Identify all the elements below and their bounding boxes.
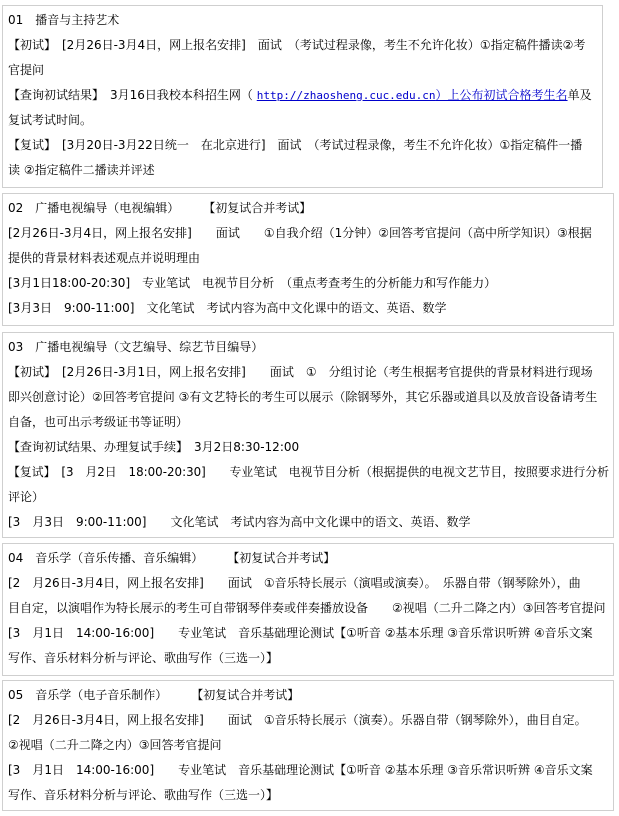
section-03-line-4: 自备，也可出示考级证书等证明） [8,415,189,429]
section-02-line-3: 提供的背景材料表述观点并说明理由 [8,251,201,265]
section-04-line-3: 目自定，以演唱作为特长展示的考生可自带钢琴伴奏或伴奏播放设备 ②视唱（二升二降之内）③回答考官提问 [8,601,606,615]
section-04-line-4: [3 月1日 14:00-16:00] 专业笔试 音乐基础理论测试【①听音 ②基本乐理 ③音乐常识听辨 ④音乐文案 [8,626,593,640]
query-result-line-2: 复试考试时间。 [8,113,93,127]
section-02-line-2: [2月26日-3月4日，网上报名安排] 面试 ①自我介绍（1分钟）②回答考官提问（高中所学知识）③根据 [8,226,592,240]
section-02-line-5: [3月3日 9:00-11:00] 文化笔试 考试内容为高中文化课中的语文、英语、数学 [8,301,447,315]
section-04-line-5: 写作、音乐材料分析与评论、歌曲写作（三选一）】 [8,651,279,665]
section-03-line-2: 【初试】 [2月26日-3月1日，网上报名安排] 面试 ① 分组讨论（考生根据考官提供的背景材料进行现场 [8,365,593,379]
query-result-line [8,83,598,108]
section-04 [2,543,614,676]
section-02-line-4: [3月1日18:00-20:30] 专业笔试 电视节目分析 （重点考查考生的分析能力和写作能力） [8,276,497,290]
section-05-line-1: 05 音乐学（电子音乐制作） 【初复试合并考试】 [8,688,300,702]
section-01-line-3: 官提问 [8,63,45,77]
query-result-text: 【查询初试结果】 3月16日我校本科招生网（ [8,88,253,102]
section-02 [2,193,614,326]
section-03 [2,332,614,538]
admissions-website-link[interactable]: http://zhaosheng.cuc.edu.cn [256,89,436,102]
section-05-line-3: ②视唱（二升二降之内）③回答考官提问 [8,738,222,752]
section-03-line-3: 即兴创意讨论）②回答考官提问 ③有文艺特长的考生可以展示（除钢琴外，其它乐器或道具以及放音设备请考生 [8,390,598,404]
section-02-line-1: 02 广播电视编导（电视编辑） 【初复试合并考试】 [8,201,312,215]
section-01-line-4: 【复试】 [3月20日-3月22日统一 在北京进行] 面试 （考试过程录像，考生不允许化妆）①指定稿件一播 [8,138,583,152]
section-01 [2,5,603,188]
section-05-line-2: [2 月26日-3月4日，网上报名安排] 面试 ①音乐特长展示（演奏）。乐器自带（钢琴除外），曲目自定。 [8,713,587,727]
section-03-line-1: 03 广播电视编导（文艺编导、综艺节目编导） [8,340,264,354]
section-01-line-1: 01 播音与主持艺术 [8,13,120,27]
section-01-line-5: 读 ②指定稿件二播读并评述 [8,163,155,177]
section-05-line-5: 写作、音乐材料分析与评论、歌曲写作（三选一）】 [8,788,279,802]
section-03-line-5: 【查询初试结果、办理复试手续】 3月2日8:30-12:00 [8,440,300,454]
admissions-website-link-text[interactable]: ）上公布初试合格考生名 [435,88,568,102]
section-01-line-2: 【初试】 [2月26日-3月4日，网上报名安排] 面试 （考试过程录像，考生不允许化妆）①指定稿件播读②考 [8,38,586,52]
section-03-line-7: 评论） [8,490,45,504]
section-05-line-4: [3 月1日 14:00-16:00] 专业笔试 音乐基础理论测试【①听音 ②基本乐理 ③音乐常识听辨 ④音乐文案 [8,763,593,777]
section-03-line-8: [3 月3日 9:00-11:00] 文化笔试 考试内容为高中文化课中的语文、英语、数学 [8,515,471,529]
section-03-line-6: 【复试】 [3 月2日 18:00-20:30] 专业笔试 电视节目分析（根据提供的电视文艺节目，按照要求进行分析 [8,465,609,479]
section-05 [2,680,614,811]
section-04-line-2: [2 月26日-3月4日，网上报名安排] 面试 ①音乐特长展示（演唱或演奏）。 乐器自带（钢琴除外），曲 [8,576,581,590]
section-04-line-1: 04 音乐学（音乐传播、音乐编辑） 【初复试合并考试】 [8,551,336,565]
query-result-text-tail: 单及 [567,88,592,102]
